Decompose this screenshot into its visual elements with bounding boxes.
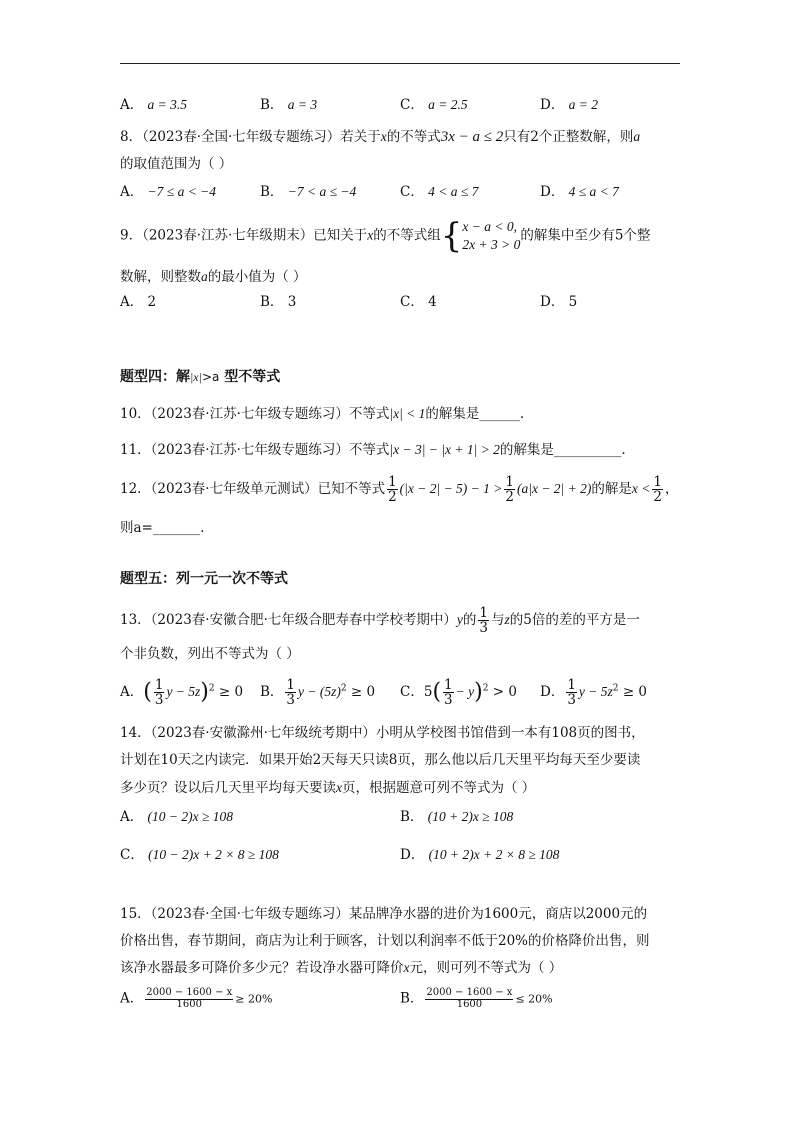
q8-inequality: 3x − a ≤ 2	[440, 129, 504, 145]
q14-option-d[interactable]: D． (10 + 2)x + 2 × 8 ≥ 108	[400, 847, 560, 863]
q11: 11．（2023春·江苏·七年级专题练习）不等式|x − 3| − |x + 1| > 2的解集是__________.	[120, 442, 626, 458]
q7-option-d-value: a = 2	[568, 97, 598, 112]
q15-stem-line1: 15．（2023春·全国·七年级专题练习）某品牌净水器的进价为1600元，商店以2000元的	[120, 906, 648, 922]
fraction: $\frac{2000 - 1600 - x}{1600}$	[146, 987, 233, 1010]
q15-option-a[interactable]: A． $\frac{2000 - 1600 - x}{1600}$ ≥ 20%	[120, 987, 273, 1010]
q8-option-c[interactable]: C． 4 < a ≤ 7	[400, 184, 479, 200]
q8-var-x: x	[380, 129, 387, 144]
q9-stem-line2: 数解，则整数a的最小值为（ ）	[120, 269, 307, 285]
q7-option-c[interactable]: C． a = 2.5	[400, 97, 468, 113]
q9-option-b[interactable]: B． 3	[260, 294, 297, 310]
q10: 10．（2023春·江苏·七年级专题练习）不等式|x| < 1的解集是______.	[120, 406, 525, 422]
q7-option-a[interactable]: A． a = 3.5	[120, 97, 188, 113]
fraction: $\frac{1}{3}$	[154, 677, 164, 709]
fraction: $\frac{1}{3}$	[286, 677, 296, 709]
fraction: $\frac{1}{2}$	[388, 474, 397, 506]
q13-option-d[interactable]: D． $\frac{1}{3}$ $y - 5z^2 \ge 0$	[540, 677, 648, 709]
q9-inequality-system: { x − a < 0, 2x + 3 > 0	[440, 216, 521, 257]
left-brace-icon: {	[440, 216, 463, 257]
q13-stem-line2: 个非负数，列出不等式为（ ）	[120, 646, 300, 662]
q8-option-b[interactable]: B． −7 < a ≤ −4	[260, 184, 357, 200]
fraction: $\frac{1}{3}$	[567, 677, 576, 709]
q14-stem-line2: 计划在10天之内读完．如果开始2天每天只读8页，那么他以后几天里平均每天至少要读	[120, 752, 641, 768]
q7-option-b[interactable]: B． a = 3	[260, 97, 318, 113]
q9-option-a[interactable]: A． 2	[120, 294, 157, 310]
q7-option-d[interactable]: D． a = 2	[540, 97, 598, 113]
q15-option-b[interactable]: B． $\frac{2000 - 1600 - x}{1600}$ ≤ 20%	[400, 987, 553, 1010]
q14-option-a[interactable]: A． (10 − 2)x ≥ 108	[120, 809, 234, 825]
q7-option-c-value: a = 2.5	[428, 97, 468, 112]
q13-option-a[interactable]: A．( $\frac{1}{3}$ y − 5z)$^2$ ≥ 0	[120, 677, 244, 709]
fraction: $\frac{1}{3}$	[479, 605, 488, 637]
section-5-heading: 题型五：列一元一次不等式	[120, 571, 288, 587]
q8-option-d[interactable]: D． 4 ≤ a < 7	[540, 184, 619, 200]
q12-stem-line2: 则a=_______.	[120, 520, 205, 536]
q7-option-a-value: a = 3.5	[147, 97, 188, 112]
fraction: $\frac{1}{3}$	[444, 677, 453, 709]
q14-stem-line3: 多少页？设以后几天里平均每天要读x页，根据题意可列不等式为（ ）	[120, 780, 536, 796]
q9-option-c[interactable]: C． 4	[400, 294, 437, 310]
q13-option-c[interactable]: C．5( $\frac{1}{3}$ − y)$^2$ > 0	[400, 677, 517, 709]
section-4-heading: 题型四：解|x|>a 型不等式	[120, 369, 281, 385]
q13-stem-line1: 13．（2023春·安徽合肥·七年级合肥寿春中学校考期中）y的 $\frac{1}{3}$ 与z的5倍的差的平方是一	[120, 605, 640, 637]
fraction: $\frac{2000 - 1600 - x}{1600}$	[426, 987, 513, 1010]
q14-option-b[interactable]: B． (10 + 2)x ≥ 108	[400, 809, 514, 825]
q12-stem-line1: 12．（2023春·七年级单元测试）已知不等式 $\frac{1}{2}$ (|x − 2| − 5) − 1 > $\frac{1}{2}$ (a|x − 2| + 2)的解是x < $\frac{1}{2}$ ，	[120, 474, 679, 506]
q9-stem-line1: 9．（2023春·江苏·七年级期末）已知关于x的不等式组{ x − a < 0, 2x + 3 > 0 的解集中至少有5个整	[120, 216, 651, 257]
q15-stem-line3: 该净水器最多可降价多少元？若设净水器可降价x元，则可列不等式为（ ）	[120, 960, 563, 976]
fraction: $\frac{1}{2}$	[653, 474, 662, 506]
q7-option-b-value: a = 3	[287, 97, 318, 112]
q14-stem-line1: 14．（2023春·安徽滁州·七年级统考期中）小明从学校图书馆借到一本有108页的图书，	[120, 725, 645, 741]
q8-stem-line1: 8．（2023春·全国·七年级专题练习）若关于x的不等式3x − a ≤ 2只有2个正整数解，则a	[120, 129, 641, 145]
q15-stem-line2: 价格出售，春节期间，商店为让利于顾客，计划以利润率不低于20%的价格降价出售，则	[120, 933, 650, 949]
q14-option-c[interactable]: C． (10 − 2)x + 2 × 8 ≥ 108	[120, 847, 279, 863]
header-rule	[120, 63, 680, 64]
q13-option-b[interactable]: B． $\frac{1}{3}$ $y - (5z)^2 \ge 0$	[260, 677, 376, 709]
q8-option-a[interactable]: A． −7 ≤ a < −4	[120, 184, 217, 200]
q8-var-a: a	[633, 129, 641, 144]
q9-option-d[interactable]: D． 5	[540, 294, 578, 310]
fraction: $\frac{1}{2}$	[505, 474, 514, 506]
q8-stem-line2: 的取值范围为（ ）	[120, 156, 233, 172]
